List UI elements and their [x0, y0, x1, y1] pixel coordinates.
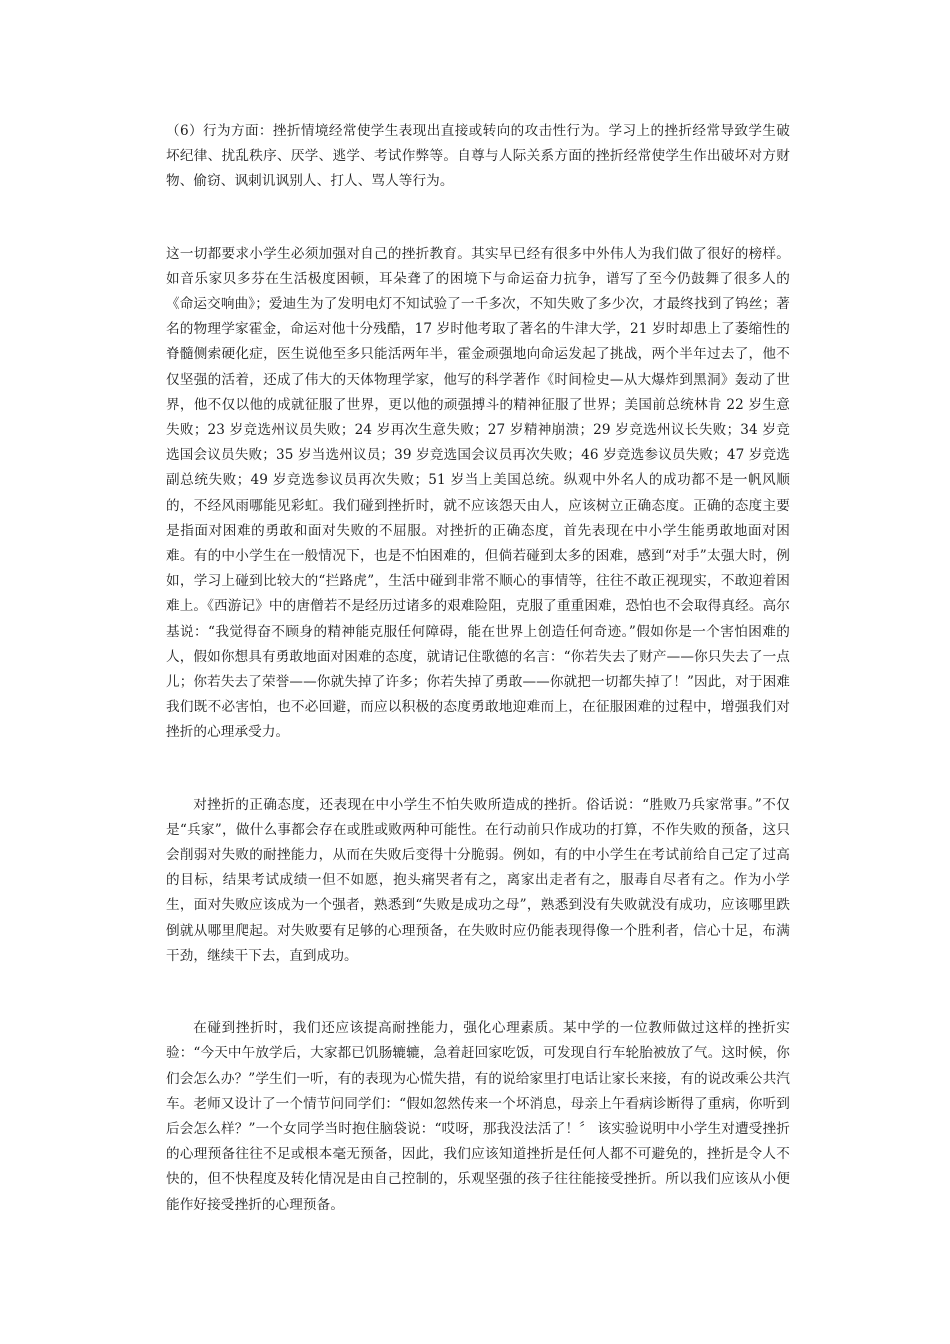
- paragraph-facing-failure: 对挫折的正确态度，还表现在中小学生不怕失败所造成的挫折。俗话说：“胜败乃兵家常事。”不仅是“兵家”，做什么事都会存在或胜或败两种可能性。在行动前只作成功的打算，不作失败的预备，这只会削弱对失败的耐挫能力，从而在失败后变得十分脆弱。例如，有的中小学生在考试前给自己定了过高的目标，结果考试成绩一但不如愿，抱头痛哭者有之，离家出走者有之，服毒自尽者有之。作为小学生，面对失败应该成为一个强者，熟悉到“失败是成功之母”，熟悉到没有失败就没有成功，应该哪里跌倒就从哪里爬起。对失败要有足够的心理预备，在失败时应仍能表现得像一个胜利者，信心十足，布满干劲，继续干下去，直到成功。: [166, 796, 790, 964]
- paragraph-behavior-aspect: （6）行为方面：挫折情境经常使学生表现出直接或转向的攻击性行为。学习上的挫折经常导致学生破坏纪律、扰乱秩序、厌学、逃学、考试作弊等。自尊与人际关系方面的挫折经常使学生作出破坏对方财物、偷窃、讽刺讥讽别人、打人、骂人等行为。: [166, 123, 790, 190]
- document-body: [166, 119, 790, 1218]
- paragraph-famous-examples: 这一切都要求小学生必须加强对自己的挫折教育。其实早已经有很多中外伟人为我们做了很好的榜样。如音乐家贝多芬在生活极度困顿，耳朵聋了的困境下与命运奋力抗争，谱写了至今仍鼓舞了很多人的《命运交响曲》；爱迪生为了发明电灯不知试验了一千多次，不知失败了多少次，才最终找到了钨丝；著名的物理学家霍金，命运对他十分残酷，17 岁时他考取了著名的牛津大学，21 岁时却患上了萎缩性的脊髓侧索硬化症，医生说他至多只能活两年半，霍金顽强地向命运发起了挑战，两个半年过去了，他不仅坚强的活着，还成了伟大的天体物理学家，他写的科学著作《时间检史—从大爆炸到黑洞》轰动了世界，他不仅以他的成就征服了世界，更以他的顽强搏斗的精神征服了世界；美国前总统林肯 22 岁生意失败；23 岁竞选州议员失败；24 岁再次生意失败；27 岁精神崩溃；29 岁竞选州议长失败；34 岁竞选国会议员失败；35 岁当选州议员；39 岁竞选国会议员再次失败；46 岁竞选参议员失败；47 岁竞选副总统失败；49 岁竞选参议员再次失败；51 岁当上美国总统。纵观中外名人的成功都不是一帆风顺的，不经风雨哪能见彩虹。我们碰到挫折时，就不应该怨天由人，应该树立正确态度。正确的态度主要是指面对困难的勇敢和面对失败的不屈服。对挫折的正确态度，首先表现在中小学生能勇敢地面对困难。有的中小学生在一般情况下，也是不怕困难的，但倘若碰到太多的困难，感到“对手”太强大时，例如，学习上碰到比较大的“拦路虎”，生活中碰到非常不顺心的事情等，往往不敢正视现实，不敢迎着困难上。《西游记》中的唐僧若不是经历过诸多的艰难险阻，克服了重重困难，恐怕也不会取得真经。高尔基说：“我觉得奋不顾身的精神能克服任何障碍，能在世界上创造任何奇迹。”假如你是一个害怕困难的人，假如你想具有勇敢地面对困难的态度，就请记住歌德的名言：“你若失去了财产——你只失去了一点儿；你若失去了荣誉——你就失掉了许多；你若失掉了勇敢——你就把一切都失掉了！”因此，对于困难我们既不必害怕，也不必回避，而应以积极的态度勇敢地迎难而上，在征服困难的过程中，增强我们对挫折的心理承受力。: [166, 245, 790, 741]
- paragraph-frustration-experiment: 在碰到挫折时，我们还应该提高耐挫能力，强化心理素质。某中学的一位教师做过这样的挫折实验：“今天中午放学后，大家都已饥肠辘辘，急着赶回家吃饭，可发现自行车轮胎被放了气。这时候，你们会怎么办？”学生们一听，有的表现为心慌失措，有的说给家里打电话让家长来接，有的说改乘公共汽车。老师又设计了一个情节问同学们：“假如忽然传来一个坏消息，母亲上午看病诊断得了重病，你听到后会怎么样？”一个女同学当时抱住脑袋说：“哎呀，那我没法活了！〞 该实验说明中小学生对遭受挫折的心理预备往往不足或根本毫无预备，因此，我们应该知道挫折是任何人都不可避免的，挫折是令人不快的，但不快程度及转化情况是由自己控制的，乐观坚强的孩子往往能接受挫折。所以我们应该从小便能作好接受挫折的心理预备。: [166, 1020, 790, 1213]
